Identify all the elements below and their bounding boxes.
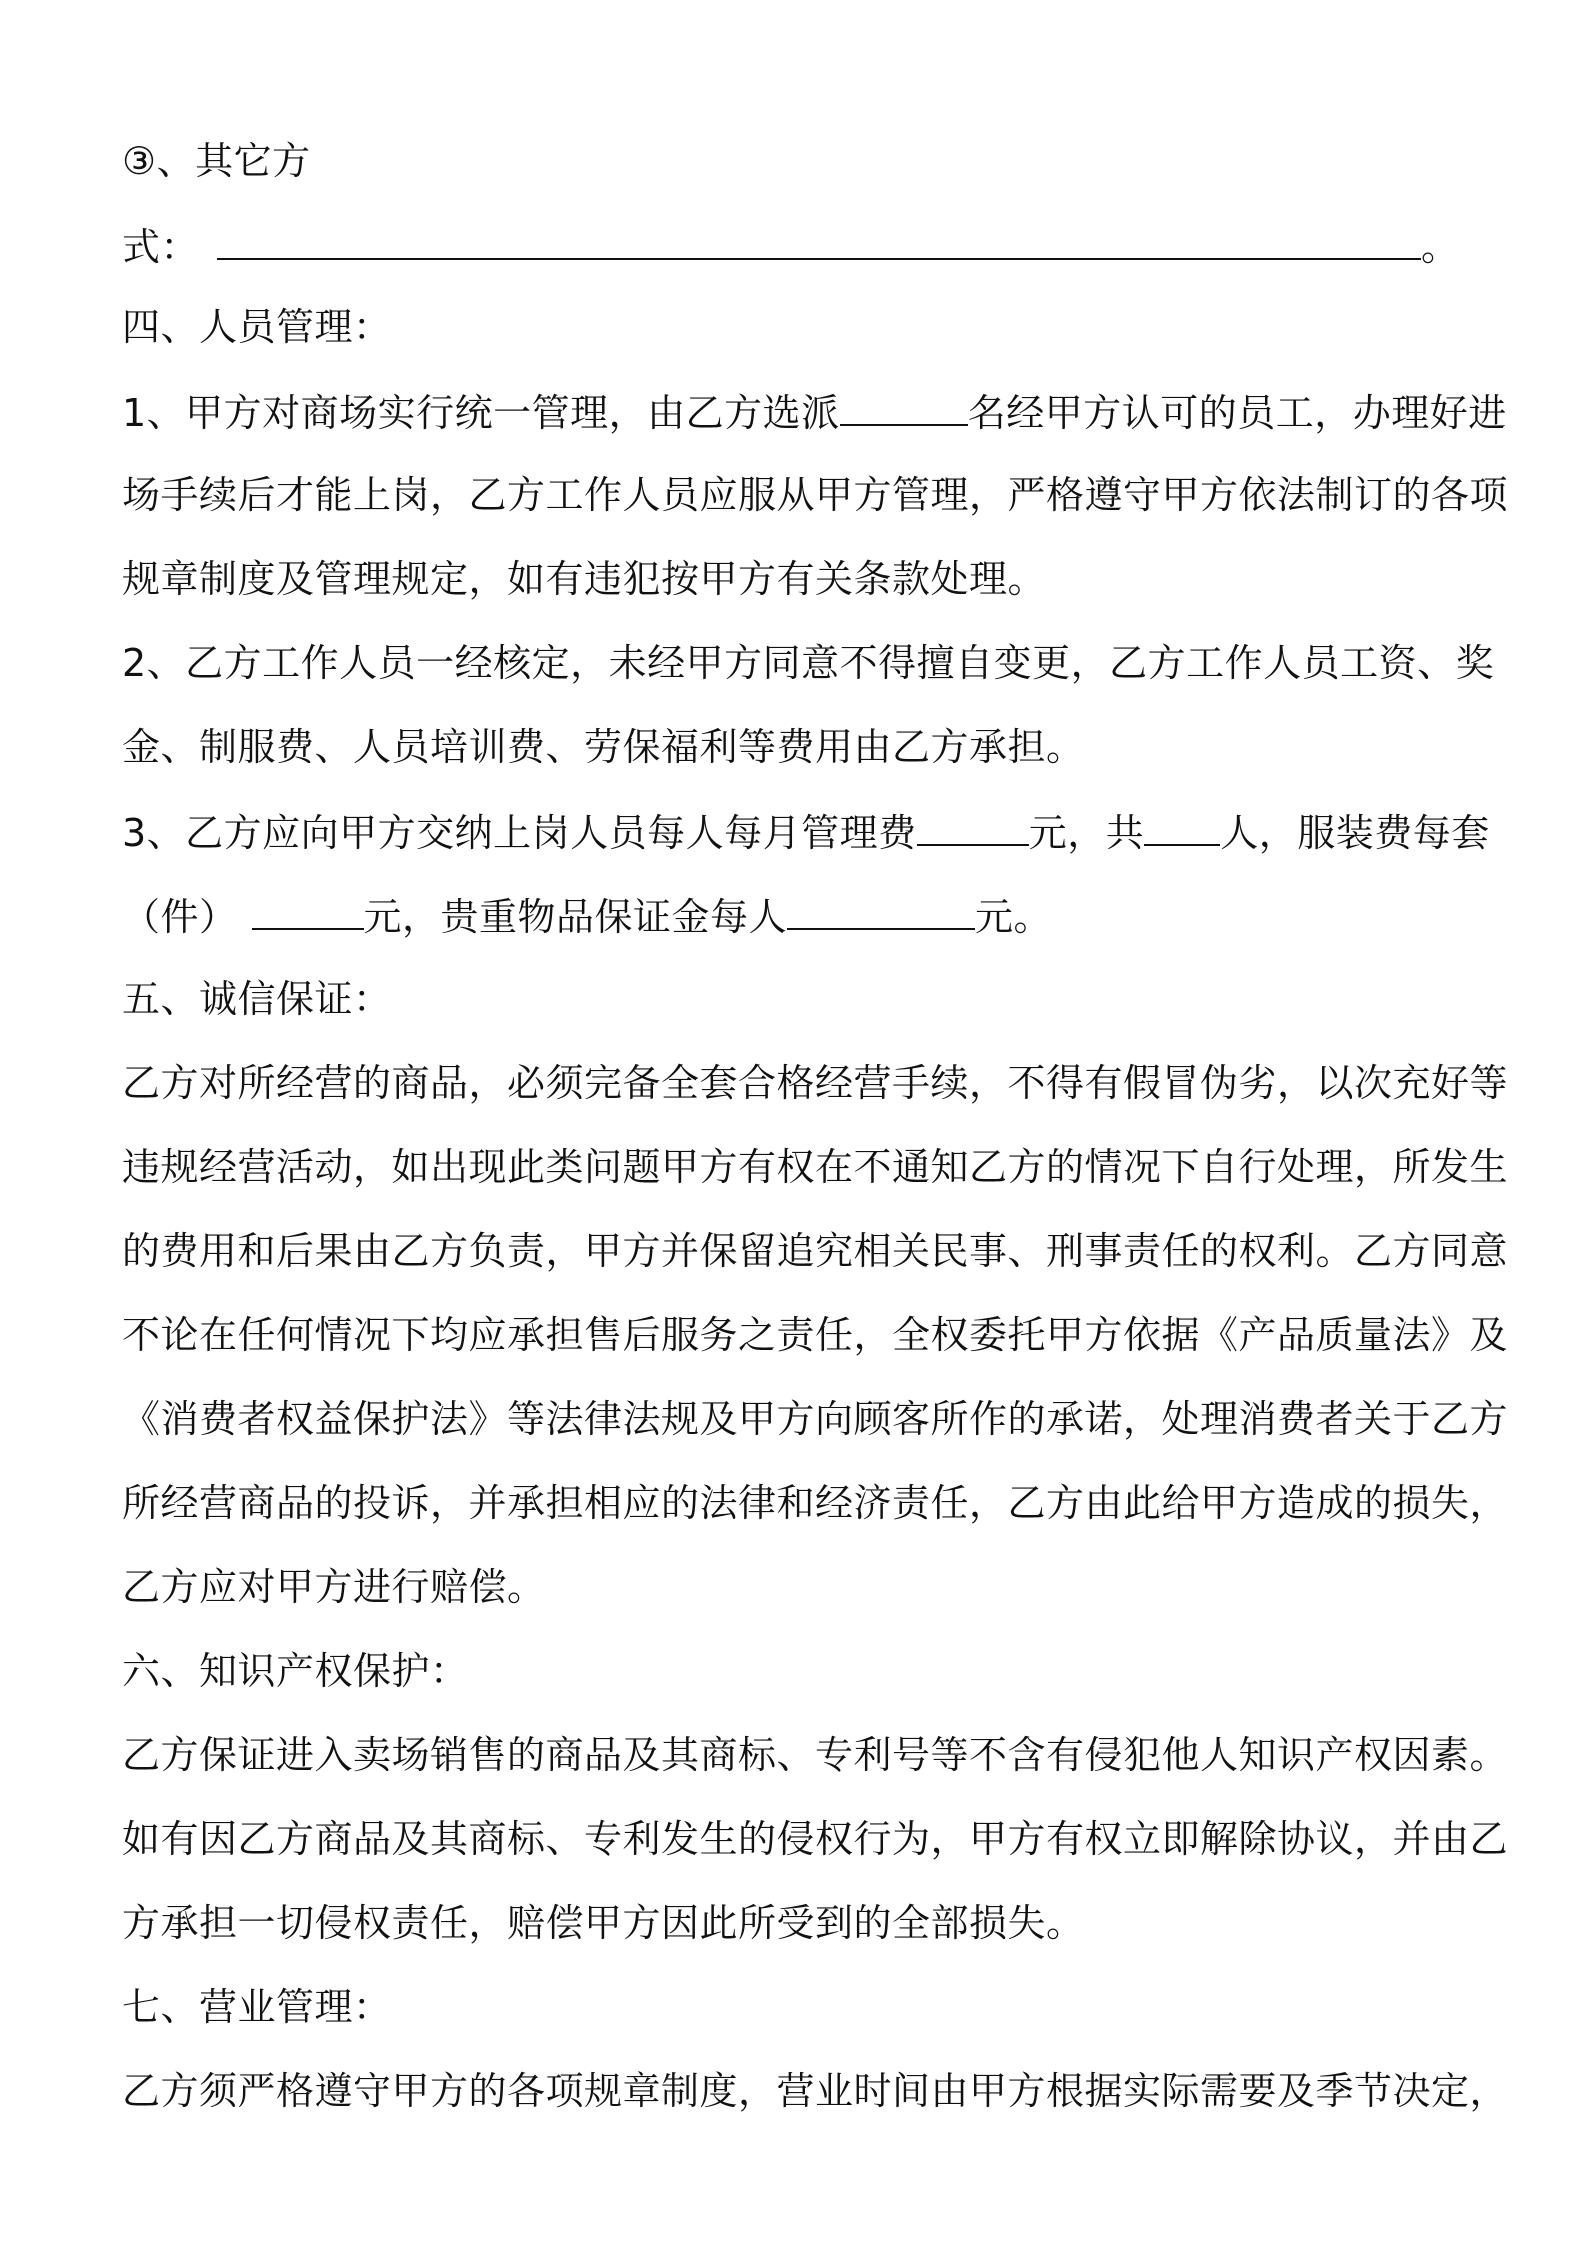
sec5-line3: [122, 1226, 1509, 1276]
item3-other-heading: [122, 136, 1482, 186]
sec4-p2-line2: [122, 722, 1482, 772]
item3-mode-end: 。: [1421, 225, 1460, 269]
sec4-p1-line1: [122, 386, 1507, 438]
blank-other-mode: [217, 220, 1421, 260]
sec6-line3: [122, 1898, 1482, 1948]
sec4-p2-text-a: 2、乙方工作人员一经核定，未经甲方同意不得擅自变更，乙方工作人员工资、奖: [122, 641, 1495, 685]
sec4-p2-text-b: 金、制服费、人员培训费、劳保福利等费用由乙方承担。: [122, 725, 1085, 769]
sec5-line7: [122, 1562, 1482, 1612]
section-6-title: [122, 1646, 1482, 1696]
item3-other-text: ③、其它方: [122, 139, 311, 183]
section-6-title-text: 六、知识产权保护：: [122, 1649, 469, 1693]
item3-mode-line: [122, 220, 1482, 272]
sec6-line1: [122, 1730, 1509, 1780]
sec6-text-1: 乙方保证进入卖场销售的商品及其商标、专利号等不含有侵犯他人知识产权因素。: [122, 1733, 1509, 1777]
section-4-title-text: 四、人员管理：: [122, 305, 392, 349]
sec7-line1: [122, 2066, 1509, 2116]
blank-person-count: [1144, 806, 1220, 846]
sec4-p3-text-c: 人，服装费每套: [1220, 811, 1490, 855]
sec5-text-2: 违规经营活动，如出现此类问题甲方有权在不通知乙方的情况下自行处理，所发生: [122, 1145, 1509, 1189]
sec5-line1: [122, 1058, 1509, 1108]
sec5-text-6: 所经营商品的投诉，并承担相应的法律和经济责任，乙方由此给甲方造成的损失，: [122, 1481, 1509, 1525]
sec5-line4: [122, 1310, 1509, 1360]
sec6-line2: [122, 1814, 1509, 1864]
section-4-title: [122, 302, 1482, 352]
blank-deposit: [787, 890, 975, 930]
sec4-p1-text-b: 名经甲方认可的员工，办理好进: [967, 391, 1507, 435]
section-5-title: [122, 974, 1482, 1024]
sec4-p3-text-a: 3、乙方应向甲方交纳上岗人员每人每月管理费: [122, 811, 917, 855]
sec4-p1-text-d: 规章制度及管理规定，如有违犯按甲方有关条款处理。: [122, 557, 1047, 601]
sec4-p3-text-e: 元，贵重物品保证金每人: [363, 895, 788, 939]
sec5-line2: [122, 1142, 1509, 1192]
sec5-line5: [122, 1394, 1509, 1444]
sec4-p1-line3: [122, 554, 1482, 604]
sec5-line6: [122, 1478, 1509, 1528]
blank-management-fee: [917, 806, 1029, 846]
sec7-text-1: 乙方须严格遵守甲方的各项规章制度，营业时间由甲方根据实际需要及季节决定，: [122, 2069, 1509, 2113]
sec4-p2-line1: [122, 638, 1495, 688]
sec6-text-3: 方承担一切侵权责任，赔偿甲方因此所受到的全部损失。: [122, 1901, 1085, 1945]
blank-staff-count: [840, 386, 968, 426]
sec4-p1-text-c: 场手续后才能上岗，乙方工作人员应服从甲方管理，严格遵守甲方依法制订的各项: [122, 473, 1509, 517]
blank-uniform-fee: [252, 890, 364, 930]
section-7-title-text: 七、营业管理：: [122, 1985, 392, 2029]
sec5-text-4: 不论在任何情况下均应承担售后服务之责任，全权委托甲方依据《产品质量法》及: [122, 1313, 1509, 1357]
sec4-p1-text-a: 1、甲方对商场实行统一管理，由乙方选派: [122, 391, 840, 435]
section-7-title: [122, 1982, 1482, 2032]
section-5-title-text: 五、诚信保证：: [122, 977, 392, 1021]
sec4-p3-text-d: （件）: [122, 895, 238, 939]
sec4-p3-line1: [122, 806, 1490, 858]
sec4-p3-text-b: 元，共: [1028, 811, 1145, 855]
sec5-text-5: 《消费者权益保护法》等法律法规及甲方向顾客所作的承诺，处理消费者关于乙方: [122, 1397, 1509, 1441]
sec4-p3-line2: [122, 890, 1482, 942]
sec5-text-7: 乙方应对甲方进行赔偿。: [122, 1565, 546, 1609]
item3-mode-label: 式：: [122, 225, 200, 269]
sec4-p3-text-f: 元。: [975, 895, 1053, 939]
sec6-text-2: 如有因乙方商品及其商标、专利发生的侵权行为，甲方有权立即解除协议，并由乙: [122, 1817, 1509, 1861]
sec4-p1-line2: [122, 470, 1509, 520]
sec5-text-3: 的费用和后果由乙方负责，甲方并保留追究相关民事、刑事责任的权利。乙方同意: [122, 1229, 1509, 1273]
sec5-text-1: 乙方对所经营的商品，必须完备全套合格经营手续，不得有假冒伪劣，以次充好等: [122, 1061, 1509, 1105]
